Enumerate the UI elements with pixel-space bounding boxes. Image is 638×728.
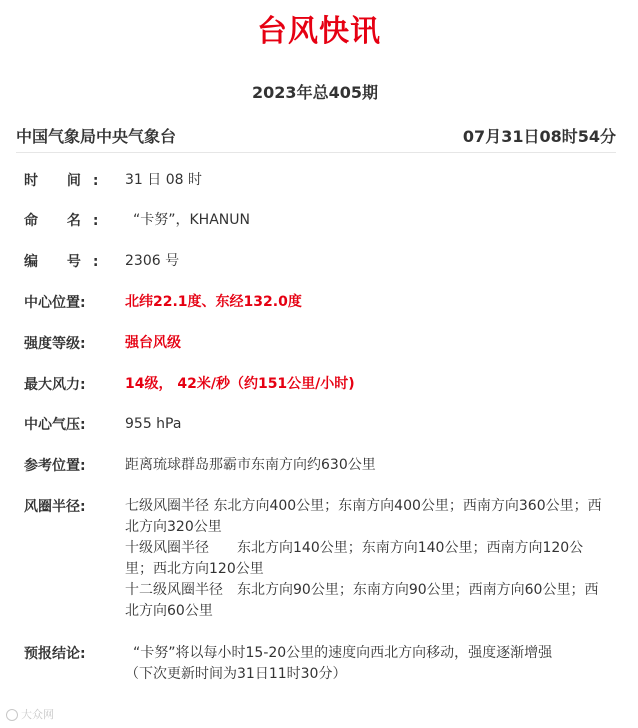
field-value-time: 31 日 08 时 <box>125 172 202 188</box>
field-label-number: 编 号: <box>24 254 111 270</box>
issue-number: 2023年总405期 <box>252 83 378 102</box>
field-label-forecast: 预报结论: <box>24 646 86 662</box>
field-label-wind-radius: 风圈半径: <box>24 499 86 515</box>
issued-time: 07月31日08时54分 <box>462 127 616 146</box>
field-label-pressure: 中心气压: <box>24 417 86 433</box>
field-value-number: 2306 号 <box>125 253 180 269</box>
field-value-forecast <box>125 643 605 685</box>
field-value-wind-radius <box>125 496 605 622</box>
field-value-max-wind: 14级， 42米/秒（约151公里/小时) <box>125 376 355 392</box>
watermark <box>6 706 54 722</box>
forecast-text: “卡努”将以每小时15-20公里的速度向西北方向移动，强度逐渐增强 <box>133 645 553 661</box>
field-value-intensity: 强台风级 <box>125 335 181 351</box>
field-value-pressure: 955 hPa <box>125 416 182 432</box>
field-label-name: 命 名: <box>24 213 111 229</box>
field-value-name: “卡努”，KHANUN <box>133 212 250 228</box>
page-title: 台风快讯 <box>257 14 381 49</box>
field-label-reference: 参考位置: <box>24 458 86 474</box>
wind-radius-line-7: 七级风圈半径 东北方向400公里；东南方向400公里；西南方向360公里；西北方向320公里 <box>125 498 602 535</box>
wind-radius-line-12: 十二级风圈半径 东北方向90公里；东南方向90公里；西南方向60公里；西北方向60公里 <box>125 582 599 619</box>
wind-radius-line-10: 十级风圈半径 东北方向140公里；东南方向140公里；西南方向120公里；西北方向120公里 <box>125 540 584 577</box>
field-label-time: 时 间: <box>24 173 111 189</box>
field-value-reference: 距离琉球群岛那霸市东南方向约630公里 <box>125 457 376 473</box>
header-row <box>16 124 616 153</box>
field-value-center: 北纬22.1度、东经132.0度 <box>125 294 302 310</box>
field-label-intensity: 强度等级: <box>24 336 86 352</box>
field-label-center: 中心位置: <box>24 295 86 311</box>
field-label-max-wind: 最大风力: <box>24 377 86 393</box>
forecast-update-note: （下次更新时间为31日11时30分） <box>125 666 347 682</box>
watermark-logo-icon <box>6 709 18 721</box>
watermark-text: 大众网 <box>21 708 54 721</box>
agency-name: 中国气象局中央气象台 <box>16 127 177 146</box>
